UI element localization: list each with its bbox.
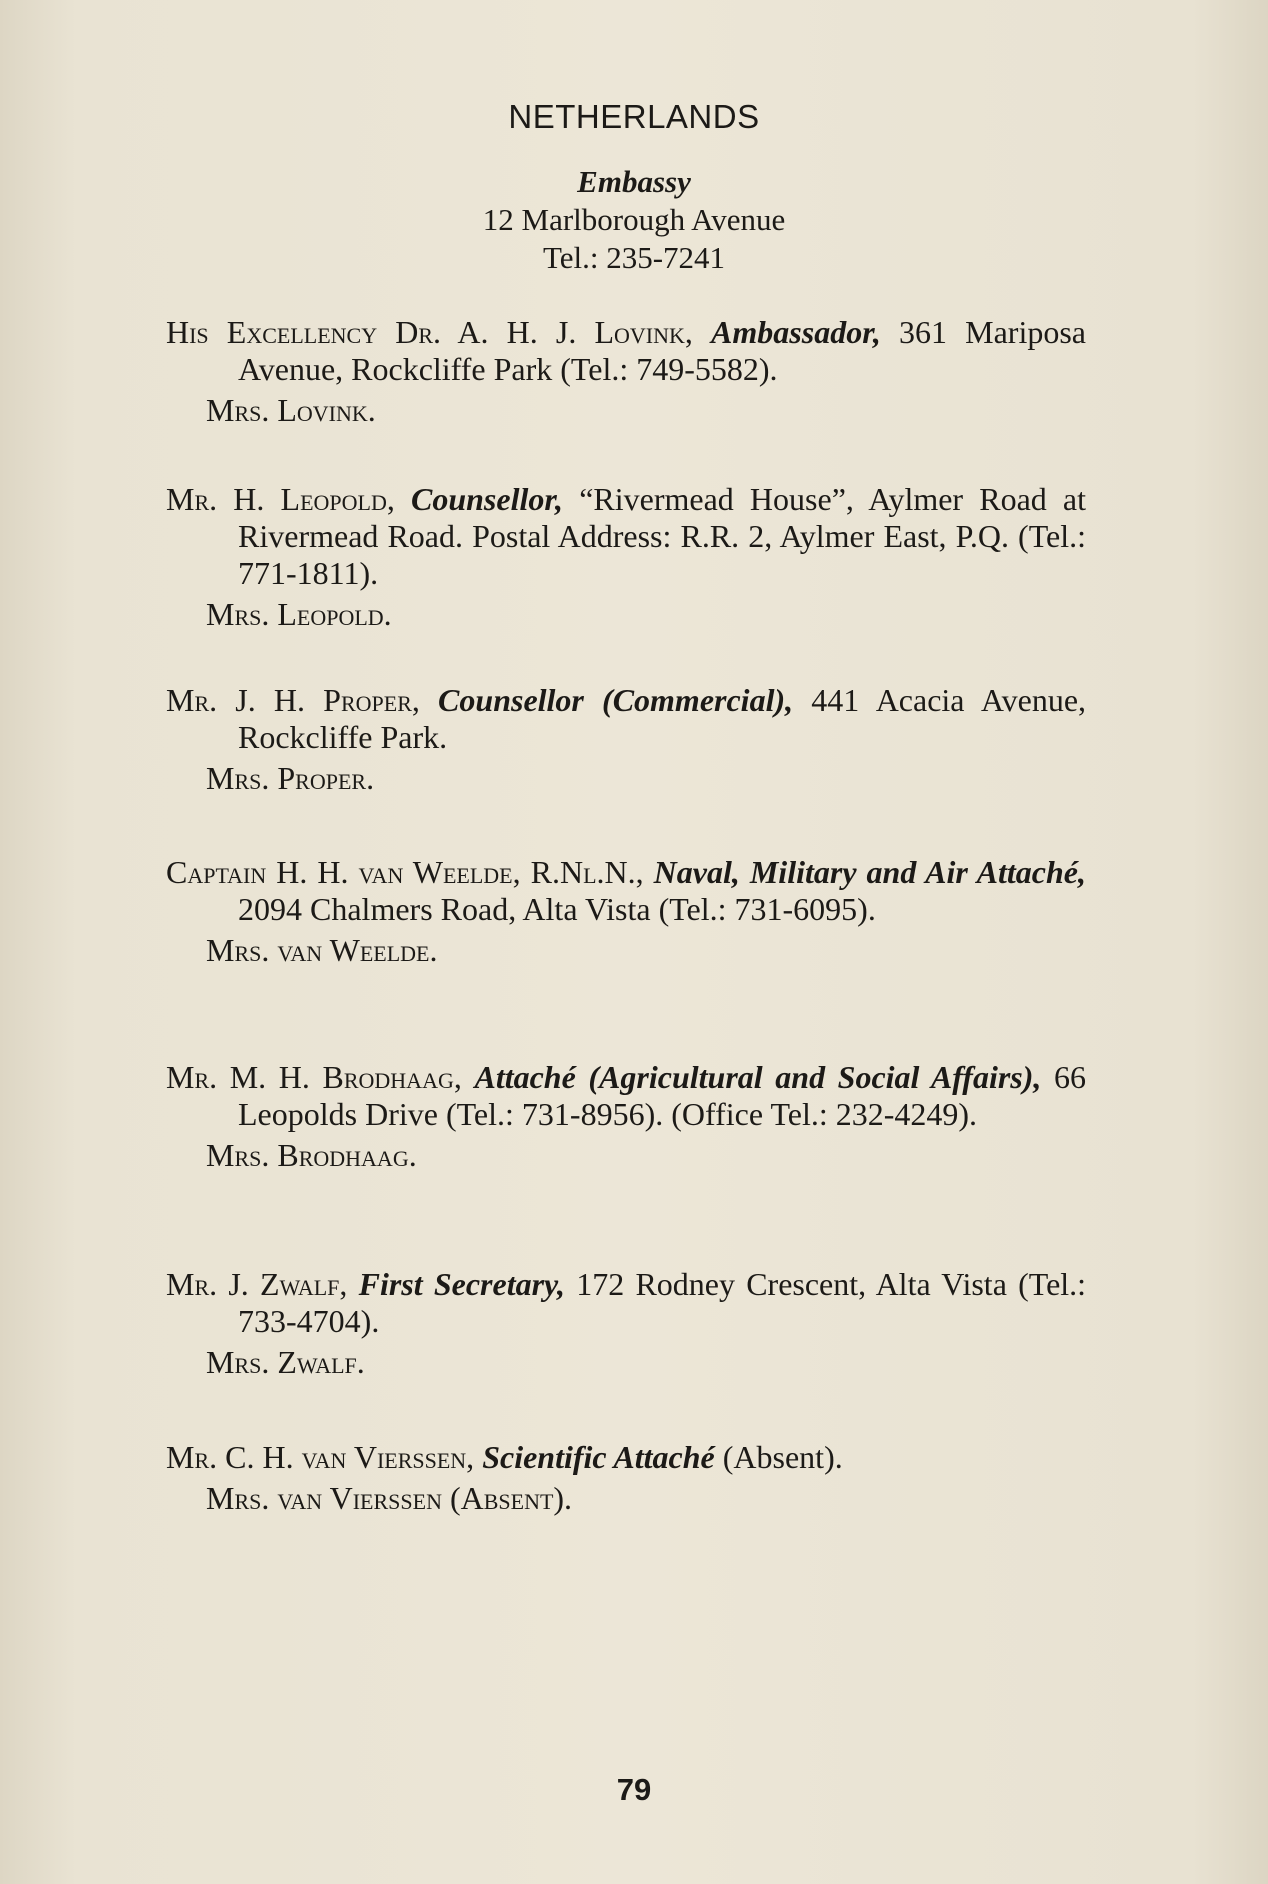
diplomat-entry [166, 854, 1086, 969]
diplomat-title: Naval, Military and Air Attaché, [653, 854, 1087, 890]
embassy-address: 12 Marlborough Avenue [482, 202, 786, 237]
diplomat-name: Mr. J. Zwalf, [166, 1266, 348, 1302]
diplomat-details: 66 Leopolds Drive (Tel.: 731-8956). (Office Tel.: 232-4249). [238, 1059, 1087, 1132]
spouse-name: Mrs. Brodhaag. [206, 1137, 417, 1173]
spouse-name: Mrs. Lovink. [206, 392, 376, 428]
embassy-telephone: Tel.: 235-7241 [542, 240, 726, 275]
diplomat-entry [166, 481, 1086, 633]
diplomat-details: (Absent). [722, 1439, 843, 1475]
diplomat-title: Counsellor, [410, 481, 564, 517]
diplomat-title: Scientific Attaché [482, 1439, 715, 1475]
diplomat-name: Mr. J. H. Proper, [166, 682, 420, 718]
diplomat-name: Mr. C. H. van Vierssen, [166, 1439, 475, 1475]
diplomat-name: His Excellency Dr. A. H. J. Lovink, [166, 314, 693, 350]
diplomat-name: Mr. M. H. Brodhaag, [166, 1059, 462, 1095]
diplomat-entry [166, 314, 1086, 429]
spouse-name: Mrs. Leopold. [206, 596, 392, 632]
diplomat-title: Ambassador, [711, 314, 881, 350]
spouse-name: Mrs. Proper. [206, 760, 375, 796]
diplomat-name: Captain H. H. van Weelde, R.Nl.N., [166, 854, 644, 890]
diplomat-name: Mr. H. Leopold, [166, 481, 395, 517]
page-number: 79 [616, 1772, 652, 1807]
diplomat-entry [166, 1266, 1086, 1381]
diplomat-entry [166, 1059, 1086, 1174]
diplomat-title: Counsellor (Commercial), [438, 682, 794, 718]
country-heading: NETHERLANDS [508, 98, 760, 135]
diplomat-details: “Rivermead House”, Aylmer Road at Rivermead Road. Postal Address: R.R. 2, Aylmer East, P.Q. (Tel.: 771-1811). [238, 481, 1086, 591]
diplomat-details: 172 Rodney Crescent, Alta Vista (Tel.: 733-4704). [238, 1266, 1087, 1339]
office-type: Embassy [577, 164, 691, 199]
diplomat-entry [166, 682, 1086, 797]
diplomat-title: First Secretary, [358, 1266, 566, 1302]
spouse-name: Mrs. van Weelde. [206, 932, 438, 968]
diplomat-details: 441 Acacia Avenue, Rockcliffe Park. [238, 682, 1087, 755]
spouse-name: Mrs. van Vierssen (Absent). [206, 1480, 573, 1516]
diplomat-details: 361 Mariposa Avenue, Rockcliffe Park (Tel.: 749-5582). [238, 314, 1087, 387]
diplomat-entry [166, 1439, 1086, 1517]
spouse-name: Mrs. Zwalf. [206, 1344, 365, 1380]
diplomat-title: Attaché (Agricultural and Social Affairs), [474, 1059, 1042, 1095]
diplomat-details: 2094 Chalmers Road, Alta Vista (Tel.: 731-6095). [238, 891, 876, 927]
